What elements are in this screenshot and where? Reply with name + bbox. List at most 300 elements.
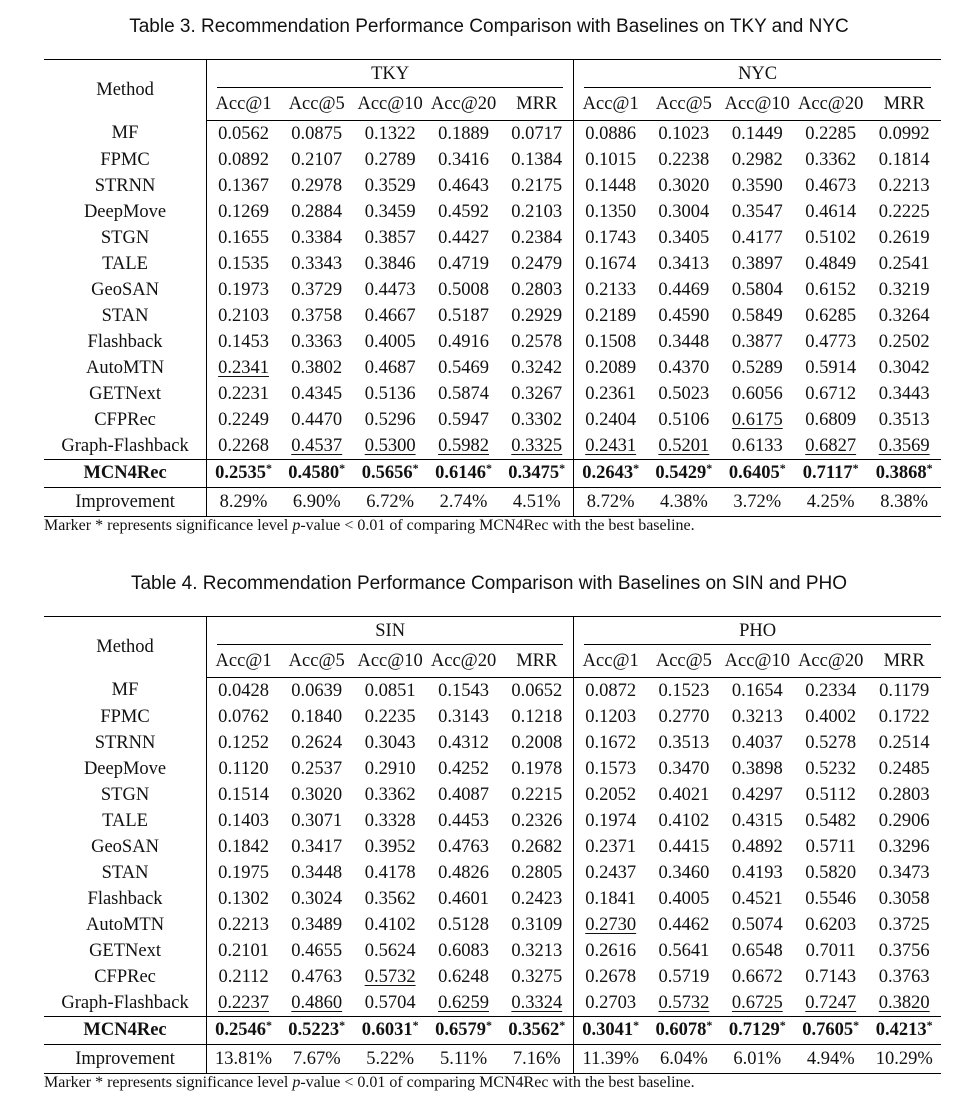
improvement-value: 6.01% [733, 1048, 782, 1069]
metric-value: 0.4470 [291, 409, 343, 430]
metric-value: 0.3302 [500, 407, 573, 433]
metric-value: 0.2619 [878, 227, 930, 248]
table-row [44, 964, 941, 990]
significance-marker: * [926, 1018, 933, 1032]
table-row [44, 730, 941, 756]
metric-header: MRR [500, 645, 573, 678]
metric-value: 0.0652 [500, 678, 573, 705]
metric-value: 0.1350 [585, 201, 637, 222]
metric-value: 0.1179 [879, 680, 930, 701]
metric-header: Acc@10 [721, 645, 794, 678]
method-name: Graph-Flashback [44, 990, 207, 1017]
metric-value: 0.3443 [878, 383, 930, 404]
metric-value: 0.2133 [585, 279, 637, 300]
best-model-row [44, 460, 941, 488]
method-name: TALE [44, 251, 207, 277]
best-metric-value [574, 460, 647, 488]
metric-value: 0.5482 [805, 810, 857, 831]
method-name: CFPRec [44, 964, 207, 990]
value: 0.2546 [215, 1020, 266, 1040]
metric-header: Acc@10 [353, 88, 426, 121]
metric-value: 0.3417 [291, 836, 343, 857]
metric-value: 0.1322 [364, 123, 416, 144]
table-row [44, 912, 941, 938]
metric-value: 0.3242 [500, 355, 573, 381]
metric-value: 0.5102 [805, 227, 857, 248]
significance-marker: * [265, 1018, 272, 1032]
value: 0.5656 [361, 463, 413, 483]
metric-value: 0.5074 [731, 914, 783, 935]
metric-value: 0.2578 [500, 329, 573, 355]
metric-value: 0.2502 [878, 331, 930, 352]
metric-header: Acc@1 [574, 645, 647, 678]
significance-marker: * [633, 461, 640, 475]
metric-header: Acc@20 [794, 88, 867, 121]
table-row [44, 147, 941, 173]
improvement-value: 4.94% [806, 1048, 855, 1069]
significance-marker: * [852, 461, 859, 475]
best-metric-value [721, 460, 794, 488]
metric-header: Acc@1 [207, 645, 280, 678]
table-row [44, 381, 941, 407]
metric-value: 0.7143 [805, 966, 857, 987]
metric-value: 0.3413 [658, 253, 710, 274]
significance-marker: * [779, 461, 786, 475]
metric-value: 0.2703 [585, 992, 637, 1013]
significance-marker: * [633, 1018, 640, 1032]
metric-value: 0.4002 [805, 706, 857, 727]
metric-value: 0.3513 [878, 409, 930, 430]
metric-value: 0.2678 [585, 966, 637, 987]
metric-value: 0.2803 [500, 277, 573, 303]
metric-value: 0.4643 [438, 175, 489, 196]
metric-value: 0.1448 [585, 175, 637, 196]
method-name: GeoSAN [44, 834, 207, 860]
improvement-value: 5.11% [440, 1048, 488, 1069]
metric-value: 0.2237 [218, 992, 269, 1013]
table-caption: Table 4. Recommendation Performance Comparison with Baselines on SIN and PHO [130, 573, 848, 594]
metric-value: 0.1508 [585, 331, 637, 352]
improvement-value: 5.22% [366, 1048, 415, 1069]
metric-value: 0.4719 [438, 253, 489, 274]
metric-value: 0.1015 [585, 149, 637, 170]
metric-value: 0.5300 [364, 435, 416, 456]
metric-value: 0.4005 [364, 331, 416, 352]
best-metric-value [280, 460, 353, 488]
metric-value: 0.5106 [658, 409, 710, 430]
metric-value: 0.3109 [500, 912, 573, 938]
metric-value: 0.6712 [805, 383, 857, 404]
metric-value: 0.4087 [438, 784, 489, 805]
metric-value: 0.2175 [500, 173, 573, 199]
dataset-group-header [207, 617, 574, 646]
metric-value: 0.5624 [364, 940, 416, 961]
significance-marker: * [706, 461, 713, 475]
metric-value: 0.3213 [500, 938, 573, 964]
metric-value: 0.0562 [218, 123, 269, 144]
best-metric-value [867, 460, 941, 488]
metric-value: 0.5136 [364, 383, 416, 404]
metric-value: 0.2431 [585, 435, 637, 456]
method-name: DeepMove [44, 199, 207, 225]
metric-value: 0.2008 [500, 730, 573, 756]
metric-value: 0.3877 [731, 331, 783, 352]
improvement-value: 7.16% [500, 1045, 573, 1074]
metric-value: 0.5187 [438, 305, 489, 326]
metric-value: 0.3043 [364, 732, 416, 753]
metric-value: 0.2268 [218, 435, 269, 456]
metric-value: 0.3729 [291, 279, 343, 300]
metric-value: 0.6083 [438, 940, 489, 961]
metric-value: 0.3143 [438, 706, 489, 727]
metric-value: 0.5641 [658, 940, 710, 961]
method-name: FPMC [44, 704, 207, 730]
table-4-block [0, 557, 978, 1091]
metric-header: Acc@1 [207, 88, 280, 121]
best-metric-value [574, 1017, 647, 1045]
value: 0.7117 [802, 463, 853, 483]
metric-value: 0.5914 [805, 357, 857, 378]
improvement-label: Improvement [44, 488, 207, 517]
best-method-name: MCN4Rec [44, 460, 207, 488]
metric-value: 0.1974 [585, 810, 637, 831]
metric-value: 0.3264 [878, 305, 930, 326]
improvement-value: 8.29% [219, 491, 268, 512]
metric-value: 0.6725 [731, 992, 783, 1013]
metric-value: 0.5008 [438, 279, 489, 300]
significance-note: Marker * represents significance level p-value < 0.01 of comparing MCN4Rec with the best baseline. [44, 517, 695, 534]
metric-header: Acc@1 [574, 88, 647, 121]
metric-value: 0.3763 [878, 966, 930, 987]
metric-value: 0.4462 [658, 914, 710, 935]
significance-marker: * [339, 1018, 346, 1032]
metric-value: 0.3725 [878, 914, 930, 935]
metric-value: 0.1975 [218, 862, 269, 883]
metric-header: MRR [500, 88, 573, 121]
method-name: Graph-Flashback [44, 433, 207, 460]
metric-value: 0.4655 [291, 940, 343, 961]
metric-value: 0.0851 [364, 680, 416, 701]
table-row [44, 834, 941, 860]
significance-marker: * [706, 1018, 713, 1032]
metric-value: 0.3020 [291, 784, 343, 805]
table-row [44, 407, 941, 433]
method-header: Method [44, 60, 207, 121]
metric-value: 0.2803 [878, 784, 930, 805]
metric-value: 0.2929 [500, 303, 573, 329]
method-name: MF [44, 678, 207, 705]
metric-value: 0.4537 [291, 435, 343, 456]
metric-value: 0.6133 [731, 435, 783, 456]
value: 0.4213 [875, 1020, 927, 1040]
metric-value: 0.3328 [364, 810, 416, 831]
improvement-value: 3.72% [733, 491, 782, 512]
metric-value: 0.4345 [291, 383, 343, 404]
improvement-value: 4.38% [659, 491, 708, 512]
table-row [44, 678, 941, 705]
metric-value: 0.5820 [805, 862, 857, 883]
metric-value: 0.5947 [438, 409, 489, 430]
metric-value: 0.1252 [218, 732, 269, 753]
metric-value: 0.3513 [658, 732, 710, 753]
metric-value: 0.1672 [585, 732, 637, 753]
metric-value: 0.3448 [658, 331, 710, 352]
metric-value: 0.5128 [438, 914, 489, 935]
metric-value: 0.1978 [500, 756, 573, 782]
metric-value: 0.3846 [364, 253, 416, 274]
metric-value: 0.2225 [878, 201, 930, 222]
metric-value: 0.3275 [500, 964, 573, 990]
best-metric-value [427, 1017, 500, 1045]
metric-value: 0.3324 [500, 990, 573, 1017]
metric-value: 0.7247 [805, 992, 857, 1013]
table-caption: Table 3. Recommendation Performance Comparison with Baselines on TKY and NYC [129, 16, 849, 37]
table-row [44, 433, 941, 460]
improvement-value: 4.51% [500, 488, 573, 517]
metric-value: 0.4860 [291, 992, 343, 1013]
metric-value: 0.1269 [218, 201, 269, 222]
metric-value: 0.4315 [731, 810, 783, 831]
significance-marker: * [926, 461, 933, 475]
best-metric-value [721, 1017, 794, 1045]
metric-value: 0.1674 [585, 253, 637, 274]
value: 0.7129 [728, 1020, 780, 1040]
metric-value: 0.3897 [731, 253, 783, 274]
significance-marker: * [559, 1018, 566, 1032]
dataset-group-header [207, 60, 574, 89]
metric-value: 0.1367 [218, 175, 269, 196]
metric-value: 0.5278 [805, 732, 857, 753]
metric-value: 0.2231 [218, 383, 269, 404]
metric-value: 0.2238 [658, 149, 710, 170]
method-name: AutoMTN [44, 355, 207, 381]
method-name: GeoSAN [44, 277, 207, 303]
metric-value: 0.5982 [438, 435, 489, 456]
metric-value: 0.1743 [585, 227, 637, 248]
metric-value: 0.6672 [731, 966, 783, 987]
metric-value: 0.1120 [218, 758, 269, 779]
table-row [44, 225, 941, 251]
group-rule [584, 87, 931, 88]
value: 0.3868 [875, 463, 927, 483]
metric-value: 0.1514 [218, 784, 269, 805]
dataset-name: PHO [739, 620, 777, 641]
metric-value: 0.4178 [364, 862, 416, 883]
metric-value: 0.5023 [658, 383, 710, 404]
metric-value: 0.2103 [500, 199, 573, 225]
improvement-value: 7.67% [292, 1048, 341, 1069]
metric-value: 0.3756 [878, 940, 930, 961]
metric-value: 0.3219 [878, 279, 930, 300]
dataset-group-header [574, 60, 941, 89]
improvement-row [44, 488, 941, 517]
metric-value: 0.2052 [585, 784, 637, 805]
metric-value: 0.1218 [500, 704, 573, 730]
metric-value: 0.2730 [585, 914, 637, 935]
metric-value: 0.4687 [364, 357, 416, 378]
improvement-value: 6.72% [366, 491, 415, 512]
metric-value: 0.3459 [364, 201, 416, 222]
metric-value: 0.4826 [438, 862, 489, 883]
metric-value: 0.4601 [438, 888, 489, 909]
table-row [44, 704, 941, 730]
metric-value: 0.4892 [731, 836, 783, 857]
improvement-row [44, 1045, 941, 1074]
metric-value: 0.5874 [438, 383, 489, 404]
best-metric-value [207, 1017, 280, 1045]
metric-header: Acc@5 [647, 645, 720, 678]
metric-value: 0.3952 [364, 836, 416, 857]
metric-value: 0.3562 [364, 888, 416, 909]
best-metric-value [353, 1017, 426, 1045]
best-metric-value [647, 1017, 720, 1045]
method-name: STAN [44, 303, 207, 329]
value: 0.6031 [361, 1020, 413, 1040]
metric-value: 0.6548 [731, 940, 783, 961]
significance-marker: * [412, 1018, 419, 1032]
significance-marker: * [485, 1018, 492, 1032]
metric-value: 0.5296 [364, 409, 416, 430]
header-row [44, 617, 941, 646]
method-name: FPMC [44, 147, 207, 173]
metric-value: 0.6259 [438, 992, 489, 1013]
table-row [44, 938, 941, 964]
metric-value: 0.1722 [878, 706, 930, 727]
metric-value: 0.2514 [878, 732, 930, 753]
metric-value: 0.7011 [805, 940, 856, 961]
table-row [44, 303, 941, 329]
metric-value: 0.2235 [364, 706, 416, 727]
metric-value: 0.3820 [878, 992, 930, 1013]
metric-value: 0.3384 [291, 227, 343, 248]
table-row [44, 173, 941, 199]
metric-value: 0.2423 [500, 886, 573, 912]
metric-value: 0.6285 [805, 305, 857, 326]
table-3-block [0, 0, 978, 534]
metric-value: 0.4521 [731, 888, 783, 909]
metric-value: 0.2770 [658, 706, 710, 727]
metric-value: 0.6203 [805, 914, 857, 935]
value: 0.6579 [435, 1020, 486, 1040]
metric-value: 0.4005 [658, 888, 710, 909]
metric-value: 0.0872 [585, 680, 637, 701]
method-name: GETNext [44, 938, 207, 964]
value: 0.6078 [655, 1020, 707, 1040]
metric-value: 0.1543 [438, 680, 489, 701]
header-row [44, 60, 941, 89]
metric-value: 0.2884 [291, 201, 343, 222]
value: 0.4580 [288, 463, 340, 483]
improvement-value: 10.29% [875, 1048, 933, 1069]
method-name: AutoMTN [44, 912, 207, 938]
metric-value: 0.3004 [658, 201, 710, 222]
metric-header: Acc@5 [280, 645, 353, 678]
metric-value: 0.3362 [805, 149, 857, 170]
metric-header: Acc@20 [427, 645, 500, 678]
table-row [44, 782, 941, 808]
group-rule [584, 644, 931, 645]
metric-value: 0.2361 [585, 383, 637, 404]
metric-value: 0.4297 [731, 784, 783, 805]
significance-marker: * [412, 461, 419, 475]
metric-value: 0.5469 [438, 357, 489, 378]
metric-value: 0.2616 [585, 940, 637, 961]
metric-value: 0.3473 [878, 862, 930, 883]
method-name: CFPRec [44, 407, 207, 433]
metric-value: 0.2213 [878, 175, 930, 196]
metric-value: 0.6175 [731, 409, 783, 430]
metric-value: 0.4021 [658, 784, 710, 805]
dataset-name: NYC [738, 63, 778, 84]
metric-value: 0.2437 [585, 862, 637, 883]
method-name: GETNext [44, 381, 207, 407]
metric-header: Acc@10 [353, 645, 426, 678]
significance-marker: * [853, 1018, 860, 1032]
value: 0.2643 [582, 463, 634, 483]
improvement-value: 6.04% [659, 1048, 708, 1069]
metric-value: 0.2189 [585, 305, 637, 326]
metric-value: 0.4102 [364, 914, 416, 935]
metric-value: 0.3898 [731, 758, 783, 779]
metric-value: 0.3363 [291, 331, 343, 352]
metric-value: 0.1453 [218, 331, 269, 352]
results-table [44, 616, 941, 1074]
metric-value: 0.4763 [438, 836, 489, 857]
metric-value: 0.2910 [364, 758, 416, 779]
metric-value: 0.4193 [731, 862, 783, 883]
metric-value: 0.4614 [805, 201, 857, 222]
table-row [44, 990, 941, 1017]
metric-value: 0.2541 [878, 253, 930, 274]
metric-value: 0.5732 [658, 992, 710, 1013]
metric-value: 0.2371 [585, 836, 637, 857]
metric-value: 0.3267 [500, 381, 573, 407]
metric-value: 0.3569 [878, 435, 930, 456]
metric-header: MRR [867, 645, 941, 678]
table-row [44, 355, 941, 381]
method-name: Flashback [44, 329, 207, 355]
metric-value: 0.6152 [805, 279, 857, 300]
metric-value: 0.4590 [658, 305, 710, 326]
table-row [44, 199, 941, 225]
metric-value: 0.1203 [585, 706, 637, 727]
metric-value: 0.4037 [731, 732, 783, 753]
improvement-value: 4.25% [806, 491, 855, 512]
method-name: STRNN [44, 173, 207, 199]
metric-value: 0.3416 [438, 149, 489, 170]
metric-value: 0.1302 [218, 888, 269, 909]
table-row [44, 756, 941, 782]
improvement-value: 8.38% [880, 491, 929, 512]
metric-value: 0.1841 [585, 888, 637, 909]
method-name: MF [44, 121, 207, 148]
metric-value: 0.2101 [218, 940, 269, 961]
metric-value: 0.2384 [500, 225, 573, 251]
metric-value: 0.2285 [805, 123, 857, 144]
method-name: TALE [44, 808, 207, 834]
metric-value: 0.5732 [364, 966, 416, 987]
metric-value: 0.3547 [731, 201, 783, 222]
metric-value: 0.0892 [218, 149, 269, 170]
metric-value: 0.2103 [218, 305, 269, 326]
metric-header: Acc@5 [280, 88, 353, 121]
metric-value: 0.3020 [658, 175, 710, 196]
table-row [44, 886, 941, 912]
metric-value: 0.4177 [731, 227, 783, 248]
metric-value: 0.4473 [364, 279, 416, 300]
metric-value: 0.2213 [218, 914, 269, 935]
metric-value: 0.5232 [805, 758, 857, 779]
